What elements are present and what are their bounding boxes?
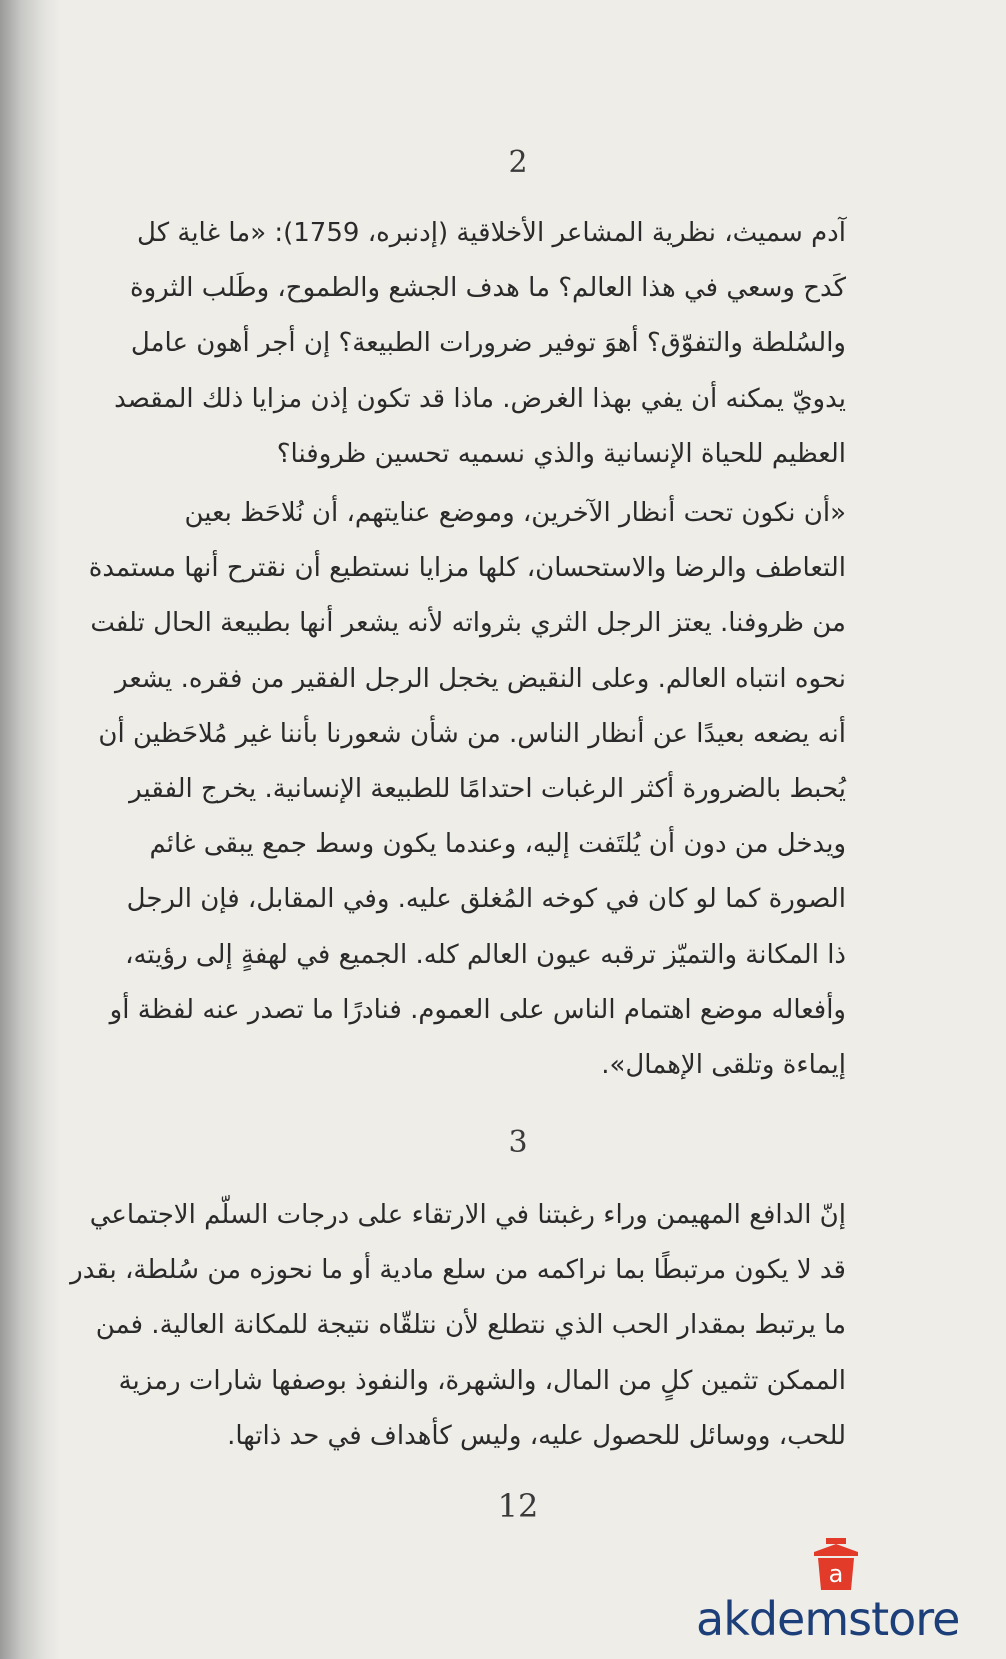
text-line: يدويّ يمكنه أن يفي بهذا الغرض. ماذا قد تكون إذن مزايا ذلك المقصد xyxy=(114,383,846,414)
section-2-paragraph-1 xyxy=(38,206,846,482)
page-number: 12 xyxy=(497,1487,539,1525)
text-line: قد لا يكون مرتبطًا بما نراكمه من سلع مادية أو ما نحوزه من سُلطة، بقدر xyxy=(70,1255,846,1286)
book-page xyxy=(30,0,1006,1659)
text-line: العظيم للحياة الإنسانية والذي نسميه تحسين ظروفنا؟ xyxy=(276,438,846,469)
text-line: إيماءة وتلقى الإهمال». xyxy=(601,1050,846,1081)
text-line: ما يرتبط بمقدار الحب الذي نتطلع لأن نتلقّاه نتيجة للمكانة العالية. فمن xyxy=(95,1310,846,1341)
book-basket-icon xyxy=(806,1534,866,1594)
text-line: «أن نكون تحت أنظار الآخرين، وموضع عنايتهم، أن نُلاحَظ بعين xyxy=(184,498,846,528)
text-line: الممكن تثمين كلٍ من المال، والشهرة، والنفوذ بوصفها شارات رمزية xyxy=(118,1365,846,1396)
section-2-paragraph-2 xyxy=(38,486,846,1093)
text-line: ويدخل من دون أن يُلتَفت إليه، وعندما يكون وسط جمع يبقى غائم xyxy=(149,829,846,860)
text-line: وأفعاله موضع اهتمام الناس على العموم. فنادرًا ما تصدر عنه لفظة أو xyxy=(109,994,846,1025)
text-line: آدم سميث، نظرية المشاعر الأخلاقية (إدنبره، 1759): «ما غاية كل xyxy=(137,218,846,248)
text-line: إنّ الدافع المهيمن وراء رغبتنا في الارتقاء على درجات السلّم الاجتماعي xyxy=(89,1200,846,1230)
text-line: التعاطف والرضا والاستحسان، كلها مزايا نستطيع أن نقترح أنها مستمدة xyxy=(88,553,846,584)
text-line: للحب، ووسائل للحصول عليه، وليس كأهداف في حد ذاتها. xyxy=(227,1420,846,1451)
section-3-paragraph-1 xyxy=(38,1188,846,1464)
text-line: ذا المكانة والتميّز ترقبه عيون العالم كله. الجميع في لهفةٍ إلى رؤيته، xyxy=(125,939,846,970)
brand-name: akdemstore xyxy=(696,1592,960,1646)
text-line: من ظروفنا. يعتز الرجل الثري بثرواته لأنه يشعر أنها بطبيعة الحال تلفت xyxy=(90,608,846,639)
text-line: نحوه انتباه العالم. وعلى النقيض يخجل الرجل الفقير من فقره. يشعر xyxy=(115,663,846,694)
badge-letter: a xyxy=(828,1560,844,1588)
text-line: أنه يضعه بعيدًا عن أنظار الناس. من شأن شعورنا بأننا غير مُلاحَظين أن xyxy=(98,718,846,749)
text-line: الصورة كما لو كان في كوخه المُغلق عليه. وفي المقابل، فإن الرجل xyxy=(126,884,846,915)
text-line: والسُلطة والتفوّق؟ أهوَ توفير ضرورات الطبيعة؟ إن أجر أهون عامل xyxy=(130,328,846,359)
section-number-2: 2 xyxy=(508,145,528,180)
akdemstore-logo xyxy=(696,1534,976,1644)
section-number-3: 3 xyxy=(508,1125,528,1160)
text-line: كَدح وسعي في هذا العالم؟ ما هدف الجشع والطموح، وطَلب الثروة xyxy=(129,273,846,304)
text-line: يُحبط بالضرورة أكثر الرغبات احتدامًا للطبيعة الإنسانية. يخرج الفقير xyxy=(129,774,846,805)
